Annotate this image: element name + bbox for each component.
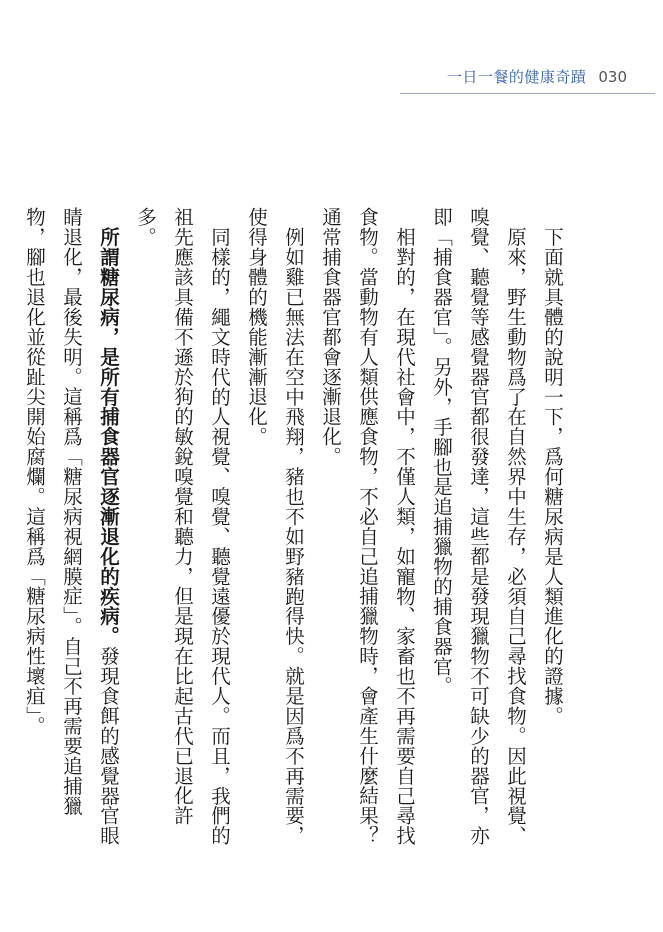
- paragraph-2: 原來，野生動物爲了在自然界中生存，必須自己尋找食物。因此視覺、嗅覺、聽覺等感覺器官都很發達，這些都是發現獵物不可缺少的器官，亦即「捕食器官」。另外，手腳也是追捕獵物的捕食器官。: [430, 207, 527, 846]
- paragraph-3: 相對的，在現代社會中，不僅人類，如寵物、家畜也不再需要自己尋找食物。當動物有人類供應食物，不必自己追捕獵物時，會產生什麼結果？通常捕食器官都會逐漸退化。: [319, 207, 416, 846]
- body-text: [16, 207, 571, 847]
- paragraph-6: [16, 207, 127, 847]
- running-header: [447, 66, 627, 87]
- paragraph-5: 同樣的，繩文時代的人視覺、嗅覺、聽覺遠優於現代人。而且，我們的祖先應該具備不遜於狗的敏銳嗅覺和聽力，但是現在比起古代已退化許多。: [134, 207, 231, 845]
- paragraph-4: 例如雞已無法在空中飛翔，豬也不如野豬跑得快。就是因爲不再需要，使得身體的機能漸漸退化。: [245, 207, 305, 845]
- paragraph-6-rest: 發現食餌的感覺器官眼睛退化，最後失明。這稱爲「糖尿病視網膜症」。自己不再需要追捕獵物，腳也退化並從趾尖開始腐爛。這稱爲「糖尿病性壞疽」。: [23, 207, 120, 845]
- page-number: 030: [598, 68, 627, 86]
- paragraph-1: 下面就具體的說明一下，爲何糖尿病是人類進化的證據。: [541, 226, 564, 726]
- emphasis-statement: 所謂糖尿病，是所有捕食器官逐漸退化的疾病。: [97, 226, 120, 646]
- header-divider: [400, 93, 655, 94]
- book-title: 一日一餐的健康奇蹟: [446, 68, 587, 86]
